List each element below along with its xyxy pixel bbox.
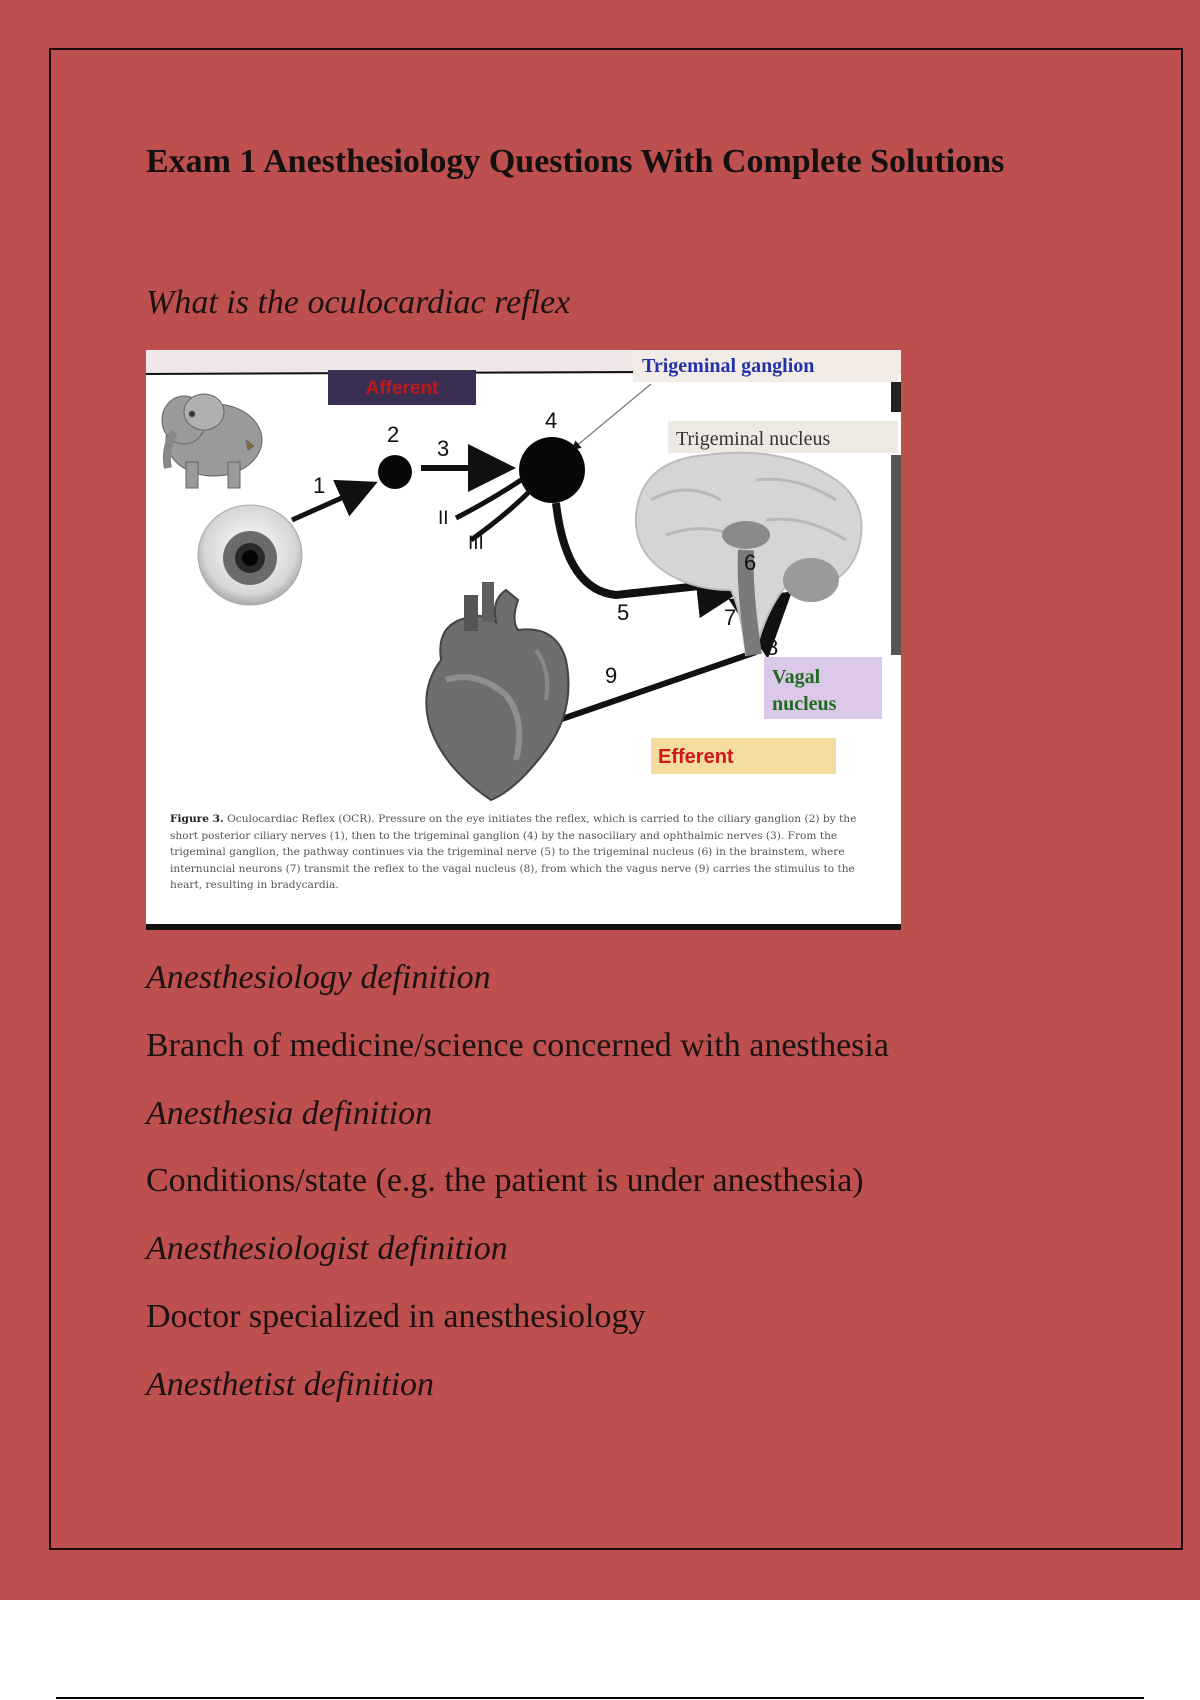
- figure-caption-body: Oculocardiac Reflex (OCR). Pressure on the eye initiates the reflex, which is carried to the ciliary ganglion (2) by the short posterior ciliary nerves (1), then to the trigeminal ganglion (4) by the nasociliary and ophthalmic nerves (3). From the trigeminal ganglion, the pathway continues via the trigeminal nerve (5) to the trigeminal nucleus (6) in the brainstem, where internuncial neurons (7) transmit the reflex to the vagal nucleus (8), from which the vagus nerve (9) carries the stimulus to the heart, resulting in bradycardia.: [170, 813, 857, 891]
- figure-caption: [170, 811, 880, 894]
- trigeminal-ganglion-label: Trigeminal ganglion: [642, 355, 815, 377]
- label-II: II: [438, 508, 449, 529]
- trigeminal-nucleus-label: Trigeminal nucleus: [676, 428, 831, 450]
- document-title: Exam 1 Anesthesiology Questions With Complete Solutions: [146, 143, 1005, 180]
- answer-anesthesiology-definition: Branch of medicine/science concerned with anesthesia: [146, 1027, 889, 1064]
- oculocardiac-reflex-figure: [146, 350, 901, 930]
- answer-anesthesiologist-definition: Doctor specialized in anesthesiology: [146, 1298, 646, 1335]
- question-anesthetist-definition: Anesthetist definition: [146, 1366, 435, 1403]
- answer-anesthesia-definition: Conditions/state (e.g. the patient is under anesthesia): [146, 1162, 864, 1199]
- afferent-label: Afferent: [365, 378, 439, 399]
- ciliary-ganglion: [378, 455, 412, 489]
- question-anesthesiologist-definition: Anesthesiologist definition: [146, 1230, 508, 1267]
- question-anesthesia-definition: Anesthesia definition: [146, 1095, 433, 1132]
- figure-caption-lead: Figure 3.: [170, 813, 224, 825]
- vagal-nucleus-label-line1: Vagal: [772, 666, 821, 688]
- label-III: III: [468, 533, 484, 554]
- label-1: 1: [313, 473, 326, 498]
- footer-rule: [56, 1697, 1144, 1699]
- label-6: 6: [744, 550, 757, 575]
- label-4: 4: [545, 408, 558, 433]
- label-9: 9: [605, 663, 618, 688]
- question-anesthesiology-definition: Anesthesiology definition: [146, 959, 491, 996]
- efferent-label: Efferent: [658, 746, 734, 768]
- question-oculocardiac-reflex: What is the oculocardiac reflex: [146, 284, 571, 321]
- label-3: 3: [437, 436, 450, 461]
- eye-icon: [198, 505, 302, 605]
- label-8: 8: [766, 635, 779, 660]
- label-2: 2: [387, 422, 400, 447]
- vagal-nucleus-label-line2: nucleus: [772, 693, 837, 715]
- label-5: 5: [617, 600, 630, 625]
- label-7: 7: [724, 605, 737, 630]
